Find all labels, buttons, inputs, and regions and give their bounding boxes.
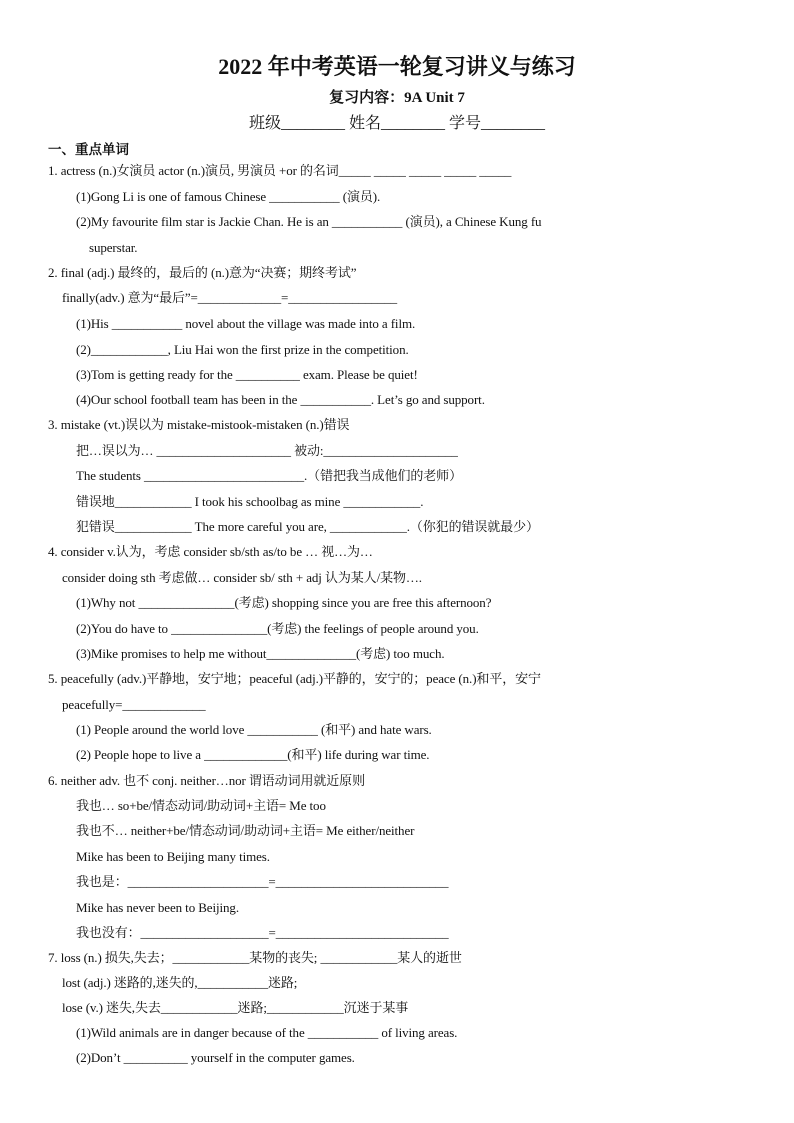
item-line: finally(adv.) 意为“最后”=_____________=_________________: [62, 290, 398, 305]
item-4-consider: 4. consider v.认为，考虑 consider sb/sth as/to be … 视…为…: [48, 544, 373, 559]
exercise-line: (1) People around the world love ___________ (和平) and hate wars.: [76, 722, 432, 737]
exercise-line: (2)My favourite film star is Jackie Chan. He is an ___________ (演员), a Chinese Kung fu: [76, 214, 542, 229]
item-line: 我也不… neither+be/情态动词/助动词+主语= Me either/neither: [76, 823, 415, 838]
exercise-line: Mike has never been to Beijing.: [76, 900, 239, 915]
item-line: lose (v.) 迷失,失去____________迷路;____________沉迷于某事: [62, 1000, 409, 1015]
item-2-final: 2. final (adj.) 最终的，最后的 (n.)意为“决赛；期终考试”: [48, 265, 357, 280]
review-content-subtitle: 复习内容：9A Unit 7: [329, 90, 465, 106]
item-line: lost (adj.) 迷路的,迷失的,___________迷路;: [62, 975, 298, 990]
exercise-line: (1)Wild animals are in danger because of the ___________ of living areas.: [76, 1025, 458, 1040]
exercise-line: The students _________________________.（错把我当成他们的老师）: [76, 468, 462, 483]
exercise-line: (2) People hope to live a _____________(和平) life during war time.: [76, 747, 430, 762]
exercise-line: (1)His ___________ novel about the village was made into a film.: [76, 316, 416, 331]
exercise-line: (4)Our school football team has been in the ___________. Let’s go and support.: [76, 392, 485, 407]
item-1-actress: 1. actress (n.)女演员 actor (n.)演员, 男演员 +or 的名词_____ _____ _____ _____ _____: [48, 163, 512, 178]
exercise-line: (1)Why not _______________(考虑) shopping since you are free this afternoon?: [76, 595, 492, 610]
item-6-neither: 6. neither adv. 也不 conj. neither…nor 谓语动词用就近原则: [48, 773, 365, 788]
exercise-line: 我也是：______________________=___________________________: [76, 874, 449, 889]
exercise-line: (3)Tom is getting ready for the __________ exam. Please be quiet!: [76, 367, 418, 382]
exercise-line: (3)Mike promises to help me without______________(考虑) too much.: [76, 646, 445, 661]
section-heading: 一、重点单词: [48, 142, 129, 157]
item-7-loss: 7. loss (n.) 损失,失去；____________某物的丧失; ____________某人的逝世: [48, 950, 462, 965]
item-line: peacefully=_____________: [62, 697, 206, 712]
exercise-line: (2)Don’t __________ yourself in the computer games.: [76, 1050, 355, 1065]
item-line: 把…误以为… _____________________ 被动:_____________________: [76, 443, 458, 458]
item-line: 我也… so+be/情态动词/助动词+主语= Me too: [76, 798, 326, 813]
exercise-line: 犯错误____________ The more careful you are, ____________.（你犯的错误就最少）: [76, 519, 539, 534]
item-3-mistake: 3. mistake (vt.)误以为 mistake-mistook-mistaken (n.)错误: [48, 417, 350, 432]
exercise-line: (2)You do have to _______________(考虑) the feelings of people around you.: [76, 621, 479, 636]
page-title: 2022 年中考英语一轮复习讲义与练习: [218, 54, 576, 79]
item-5-peacefully: 5. peacefully (adv.)平静地，安宁地；peaceful (adj.)平静的，安宁的；peace (n.)和平，安宁: [48, 671, 541, 686]
exercise-line: 我也没有：____________________=___________________________: [76, 925, 449, 940]
exercise-line: (1)Gong Li is one of famous Chinese ___________ (演员).: [76, 189, 381, 204]
exercise-line: 错误地____________ I took his schoolbag as mine ____________.: [76, 494, 424, 509]
student-info-line: 班级________ 姓名________ 学号________: [248, 115, 545, 132]
exercise-line: (2)____________, Liu Hai won the first prize in the competition.: [76, 342, 409, 357]
item-line: consider doing sth 考虑做… consider sb/ sth + adj 认为某人/某物….: [62, 570, 422, 585]
exercise-line: Mike has been to Beijing many times.: [76, 849, 270, 864]
exercise-line: superstar.: [89, 240, 138, 255]
